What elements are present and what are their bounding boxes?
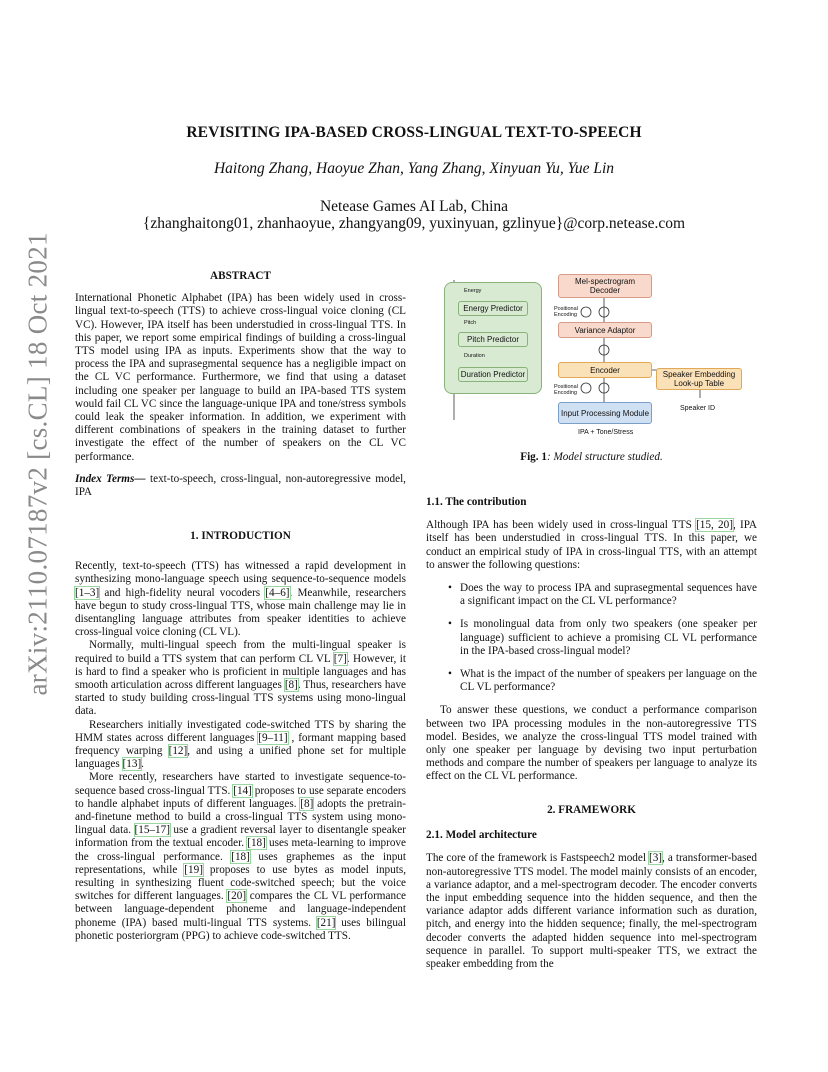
citation-link[interactable]: [4–6] [265,586,290,599]
citation-link[interactable]: [12] [168,745,188,758]
abstract-text: International Phonetic Alphabet (IPA) has been widely used in cross-lingual text-to-speech (TTS) to achieve cross-lingual voice cloning (CL VC). However, IPA itself has been understudied in cross-lingual TTS. In this paper, we report some empirical findings of building a cross-lingual TTS model using IPA as inputs. Experiments show that the way to process the IPA and suprasegmental sequence has a negligible impact on the CL VC performance. Furthermore, we find that using a dataset including one speaker per language to build an IPA-based TTS system would fail CL VC since the language-unique IPA and tone/stress symbols could leak the speaker information. In addition, we experiment with different combinations of speakers in the training dataset to further investigate the effect of the number of speakers on the CL VC performance. [75,292,406,463]
question-item: • Is monolingual data from only two speakers (one speaker per language) sufficient to achieve a promising CL VL performance in the IPA-based cross-lingual model? [426,618,757,658]
model-structure-figure [430,270,760,445]
citation-link[interactable]: [8] [300,797,314,810]
citation-link[interactable]: [18] [247,837,266,850]
variance-adaptor-block: Variance Adaptor [558,322,652,338]
intro-paragraph-4: More recently, researchers have started to investigate sequence-to-sequence based cross-lingual TTS. [14] proposes to use separate encoders to handle alphabet inputs of different languages. [8] adopts the pretrain-and-finetune method to build a cross-lingual TTS system using mono-lingual data. [15–17] use a gradient reversal layer to disentangle speaker information from the textual encoder. [18] uses meta-learning to improve the cross-lingual performance. [18] uses graphemes as the input representations, while [19] proposes to use bytes as model inputs, resulting in synthesizing fluent code-switched speech; but the voice switches for different languages. [20] compares the CL VL performance between language-dependent phoneme and language-independent phoneme (IPA) based multi-lingual TTS systems. [21] uses bilingual phonetic posteriorgram (PPG) to achieve code-switched TTS. [75,771,407,942]
framework-heading: 2. FRAMEWORK [547,804,636,816]
question-item: • What is the impact of the number of speakers per language on the CL VL performance? [426,668,757,694]
duration-predictor-block: Duration Predictor [458,367,528,382]
citation-link[interactable]: [14] [233,784,252,797]
energy-label: Energy [464,288,482,294]
introduction-section [75,530,406,943]
mel-decoder-block: Mel-spectrogram Decoder [558,274,652,298]
citation-link[interactable]: [15–17] [134,824,170,837]
contribution-section [426,496,757,784]
citation-link[interactable]: [8] [284,679,298,692]
citation-link[interactable]: [18] [231,850,250,863]
affiliation: Netease Games AI Lab, China [319,198,509,215]
pitch-label: Pitch [464,320,477,326]
figure-label: Fig. 1 [520,451,547,463]
ipa-input-label: IPA + Tone/Stress [578,429,634,436]
citation-link[interactable]: [7] [333,652,347,665]
author-list: Haitong Zhang, Haoyue Zhan, Yang Zhang, Xinyuan Yu, Yue Lin [213,160,615,177]
speaker-embedding-block: Speaker Embedding Look-up Table [656,368,742,390]
index-terms-label: Index Terms— [75,472,146,485]
encoder-block: Encoder [558,362,652,378]
contribution-intro: Although IPA has been widely used in cross-lingual TTS [15, 20], IPA itself has been understudied in cross-lingual TTS. In this paper, we conduct an empirical study of IPA in cross-lingual TTS, with an attempt to answer the following questions: [426,519,758,571]
intro-paragraph-1: Recently, text-to-speech (TTS) has witnessed a rapid development in synthesizing mono-language speech using sequence-to-sequence models [1–3] and high-fidelity neural vocoders [4–6]. Meanwhile, researchers have begun to study cross-lingual TTS, whose main challenge may lie in disentangling language attributes from speaker identities to achieve cross-lingual voice cloning (CL VL). [75,560,406,639]
index-terms-text: text-to-speech, cross-lingual, non-autoregressive model, IPA [75,472,406,499]
architecture-heading: 2.1. Model architecture [426,829,537,842]
contribution-conclusion: To answer these questions, we conduct a performance comparison between two IPA processing modules in the non-autoregressive TTS model. Besides, we analyze the cross-lingual TTS model trained with only one speaker per language by devising two input perturbation methods and compare the number of speakers per language to analyze its effect on the CL VL performance. [426,704,757,783]
abstract-heading: ABSTRACT [210,270,271,282]
citation-link[interactable]: [19] [184,863,203,876]
citation-link[interactable]: [9–11] [258,731,288,744]
contribution-heading: 1.1. The contribution [426,496,527,508]
input-processing-block: Input Processing Module [558,402,652,424]
index-terms [75,473,406,499]
research-questions-list [426,582,757,694]
intro-paragraph-2: Normally, multi-lingual speech from the multi-lingual speaker is required to build a TTS system that can perform CL VL [7]. However, it is hard to find a speaker who is proficient in multiple languages and has smooth articulation across different languages [8]. Thus, researchers have started to study building cross-lingual TTS systems using mono-lingual data. [75,639,406,718]
citation-link[interactable]: [3] [648,852,663,865]
paper-title: REVISITING IPA-BASED CROSS-LINGUAL TEXT-TO-SPEECH [186,124,642,141]
energy-predictor-block: Energy Predictor [458,301,528,316]
positional-encoding-label: Positional Encoding [554,384,578,396]
citation-link[interactable]: [1–3] [75,586,100,599]
duration-label: Duration [464,353,485,359]
citation-link[interactable]: [20] [227,890,247,903]
pitch-predictor-block: Pitch Predictor [458,332,528,347]
framework-section [426,804,757,971]
arxiv-identifier: arXiv:2110.07187v2 [cs.CL] 18 Oct 2021 [22,232,53,696]
architecture-paragraph: The core of the framework is Fastspeech2 model [3], a transformer-based non-autoregressive TTS model. The model mainly consists of an encoder, a variance adaptor, and a mel-spectrogram decoder. The encoder converts the input embedding sequence into the hidden sequence, and then the variance adaptor adds different variance information such as duration, pitch, and energy into the hidden sequence; finally, the mel-spectrogram decoder converts the adapted hidden sequence into mel-spectrogram sequence in parallel. To support multi-speaker TTS, we extract the speaker embedding from the [426,852,757,971]
abstract-section [75,270,406,499]
email-addresses: {zhanghaitong01, zhanhaoyue, zhangyang09, yuxinyuan, gzlinyue}@corp.netease.com [142,215,686,232]
question-item: • Does the way to process IPA and suprasegmental sequences have a significant impact on the CL VL performance? [426,582,757,608]
intro-paragraph-3: Researchers initially investigated code-switched TTS by sharing the HMM states across different languages [9–11] , formant mapping based frequency warping [12], and using a unified phone set for multiple languages [13]. [75,718,406,771]
figure-caption [426,451,757,463]
speaker-id-label: Speaker ID [680,405,716,412]
citation-link[interactable]: [15, 20] [696,519,733,532]
citation-link[interactable]: [13] [122,758,142,771]
introduction-heading: 1. INTRODUCTION [190,530,291,542]
figure-caption-text: : Model structure studied. [546,451,663,463]
positional-encoding-label: Positional Encoding [554,306,578,318]
citation-link[interactable]: [21] [316,916,336,929]
